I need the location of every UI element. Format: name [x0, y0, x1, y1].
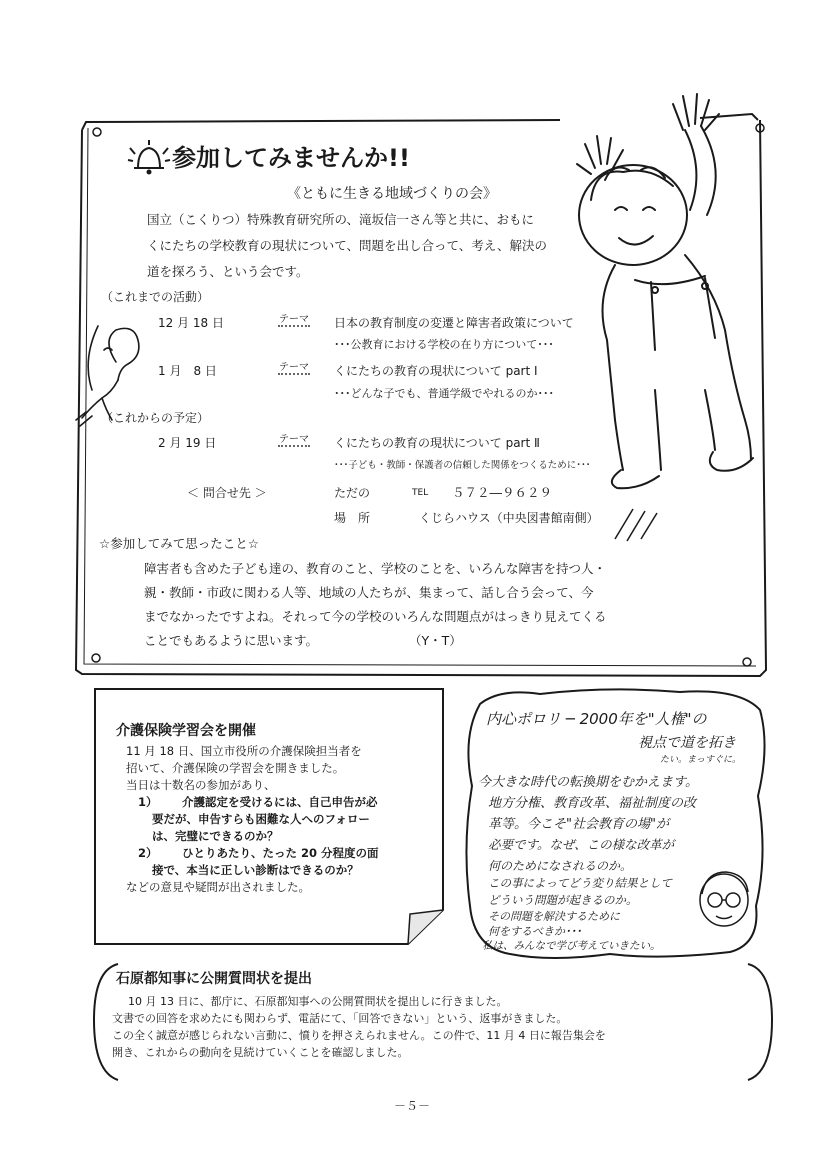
- event-2-date: 1 月 8 日: [158, 364, 217, 378]
- note-line-8: その問題を解決するために: [488, 910, 620, 923]
- intro-line-2: くにたちの学校教育の現状について、問題を出し合って、考え、解決の: [147, 238, 548, 253]
- event-1-date: 12 月 18 日: [158, 316, 224, 330]
- impressions-line-4: ことでもあるように思います。: [144, 633, 319, 648]
- note-line-9: 何をするべきか･･･: [488, 925, 582, 938]
- contact-label: ＜ 問合せ先 ＞: [187, 486, 267, 500]
- note-header-2: 視点で道を拓き: [638, 735, 736, 751]
- intro-line-1: 国立（こくりつ）特殊教育研究所の、滝坂信一さん等と共に、おもに: [147, 212, 535, 227]
- impressions-line-1: 障害者も含めた子ども達の、教育のこと、学校のことを、いろんな障害を持つ人・: [144, 561, 607, 576]
- event-3-date: 2 月 19 日: [158, 436, 217, 450]
- care-item-1-num: 1）: [138, 795, 158, 809]
- care-item-1-line-3: は、完璧にできるのか？: [152, 829, 279, 843]
- flyer-subtitle: 《ともに生きる地域づくりの会》: [287, 186, 497, 202]
- glasses-face-doodle: [696, 866, 756, 936]
- motion-lines: [605, 505, 665, 545]
- event-2-theme: くにたちの教育の現状について part Ⅰ: [334, 364, 538, 378]
- open-letter-section: [88, 960, 778, 1085]
- care-line-3: 当日は十数名の参加があり、: [126, 778, 276, 792]
- past-activities-label: （これまでの活動）: [101, 290, 210, 304]
- care-item-1-line-2: 要だが、申告すらも困難な人へのフォロー: [152, 812, 370, 826]
- care-item-1-line-1: 介護認定を受けるには、自己申告が必: [182, 795, 378, 809]
- care-item-2-line-2: 接で、本当に正しい診断はできるのか？: [152, 863, 359, 877]
- intro-line-3: 道を探ろう、という会です。: [147, 264, 309, 279]
- theme-tag-1: テーマ: [279, 314, 309, 325]
- impressions-line-3: までなかったですよね。それって今の学校のいろんな問題点がはっきり見えてくる: [144, 609, 607, 624]
- page-number: －５－: [394, 1099, 431, 1113]
- letter-line-4: 開き、これからの動向を見続けていくことを確認しました。: [112, 1046, 409, 1059]
- contact-place: くじらハウス（中央図書館南側）: [419, 511, 599, 525]
- event-1-theme: 日本の教育制度の変遷と障害者政策について: [334, 316, 574, 330]
- note-line-10: 私は、みんなで学び考えていきたい。: [482, 940, 661, 952]
- note-header-3: たい。まっすぐに。: [660, 755, 742, 765]
- impressions-title: ☆参加してみて思ったこと☆: [99, 536, 259, 551]
- handwritten-note-section: [460, 686, 770, 966]
- theme-tag-2: テーマ: [279, 362, 309, 373]
- letter-line-3: この全く誠意が感じられない言動に、憤りを押さえられません。この件で、11 月 4 日に報告集会を: [112, 1029, 606, 1042]
- care-title: 介護保険学習会を開催: [116, 723, 256, 739]
- bell-icon: [128, 140, 170, 176]
- care-closing: などの意見や疑問が出されました。: [126, 880, 310, 894]
- impressions-signature: （Y・T）: [409, 633, 462, 648]
- event-3-theme: くにたちの教育の現状について part Ⅱ: [334, 436, 540, 450]
- care-insurance-section: [94, 688, 446, 948]
- note-line-3: 革等。今こそ"社会教育の場"が: [488, 817, 669, 832]
- event-2-sub: ･･･どんな子でも、普通学級でやれるのか･･･: [334, 387, 554, 400]
- letter-line-1: 10 月 13 日に、都庁に、石原都知事への公開質問状を提出しに行きました。: [128, 995, 508, 1008]
- theme-tag-3: テーマ: [279, 434, 309, 445]
- impressions-line-2: 親・教師・市政に関わる人等、地域の人たちが、集まって、話し合う会って、今: [144, 585, 594, 600]
- contact-name: ただの: [334, 486, 371, 500]
- place-label: 場 所: [334, 511, 371, 525]
- note-line-2: 地方分権、教育改革、福祉制度の改: [488, 796, 697, 811]
- note-line-7: どういう問題が起きるのか。: [488, 893, 638, 907]
- note-line-5: 何のためになされるのか。: [488, 859, 633, 873]
- event-1-sub: ･･･公教育における学校の在り方について･･･: [334, 338, 554, 351]
- care-line-2: 招いて、介護保険の学習会を開きました。: [126, 761, 345, 775]
- letter-title: 石原都知事に公開質問状を提出: [116, 971, 312, 987]
- contact-tel: ５７２―９６２９: [452, 485, 553, 500]
- care-item-2-line-1: ひとりあたり、たった 20 分程度の面: [182, 846, 379, 860]
- care-item-2-num: 2）: [138, 846, 158, 860]
- note-line-4: 必要です。なぜ、この様な改革が: [488, 837, 675, 852]
- letter-line-2: 文書での回答を求めたにも関わらず、電話にて、「回答できない」という、返事がきました。: [112, 1012, 568, 1025]
- tel-label: TEL: [412, 488, 429, 498]
- flyer-title: 参加してみませんか!!: [172, 144, 410, 172]
- care-line-1: 11 月 18 日、国立市役所の介護保険担当者を: [126, 744, 362, 758]
- squirrel-doodle: [72, 320, 152, 430]
- note-line-6: この事によってどう変り結果として: [488, 876, 672, 890]
- jumping-child-illustration: [555, 90, 755, 500]
- event-3-sub: ･･･子ども・教師・保護者の信頼した関係をつくるために･･･: [334, 460, 591, 471]
- note-header-1: 内心ポロリ ─ 2000年を"人権"の: [486, 710, 707, 728]
- note-line-1: 今大きな時代の転換期をむかえます。: [478, 775, 698, 790]
- future-plans-label: （これからの予定）: [101, 411, 210, 425]
